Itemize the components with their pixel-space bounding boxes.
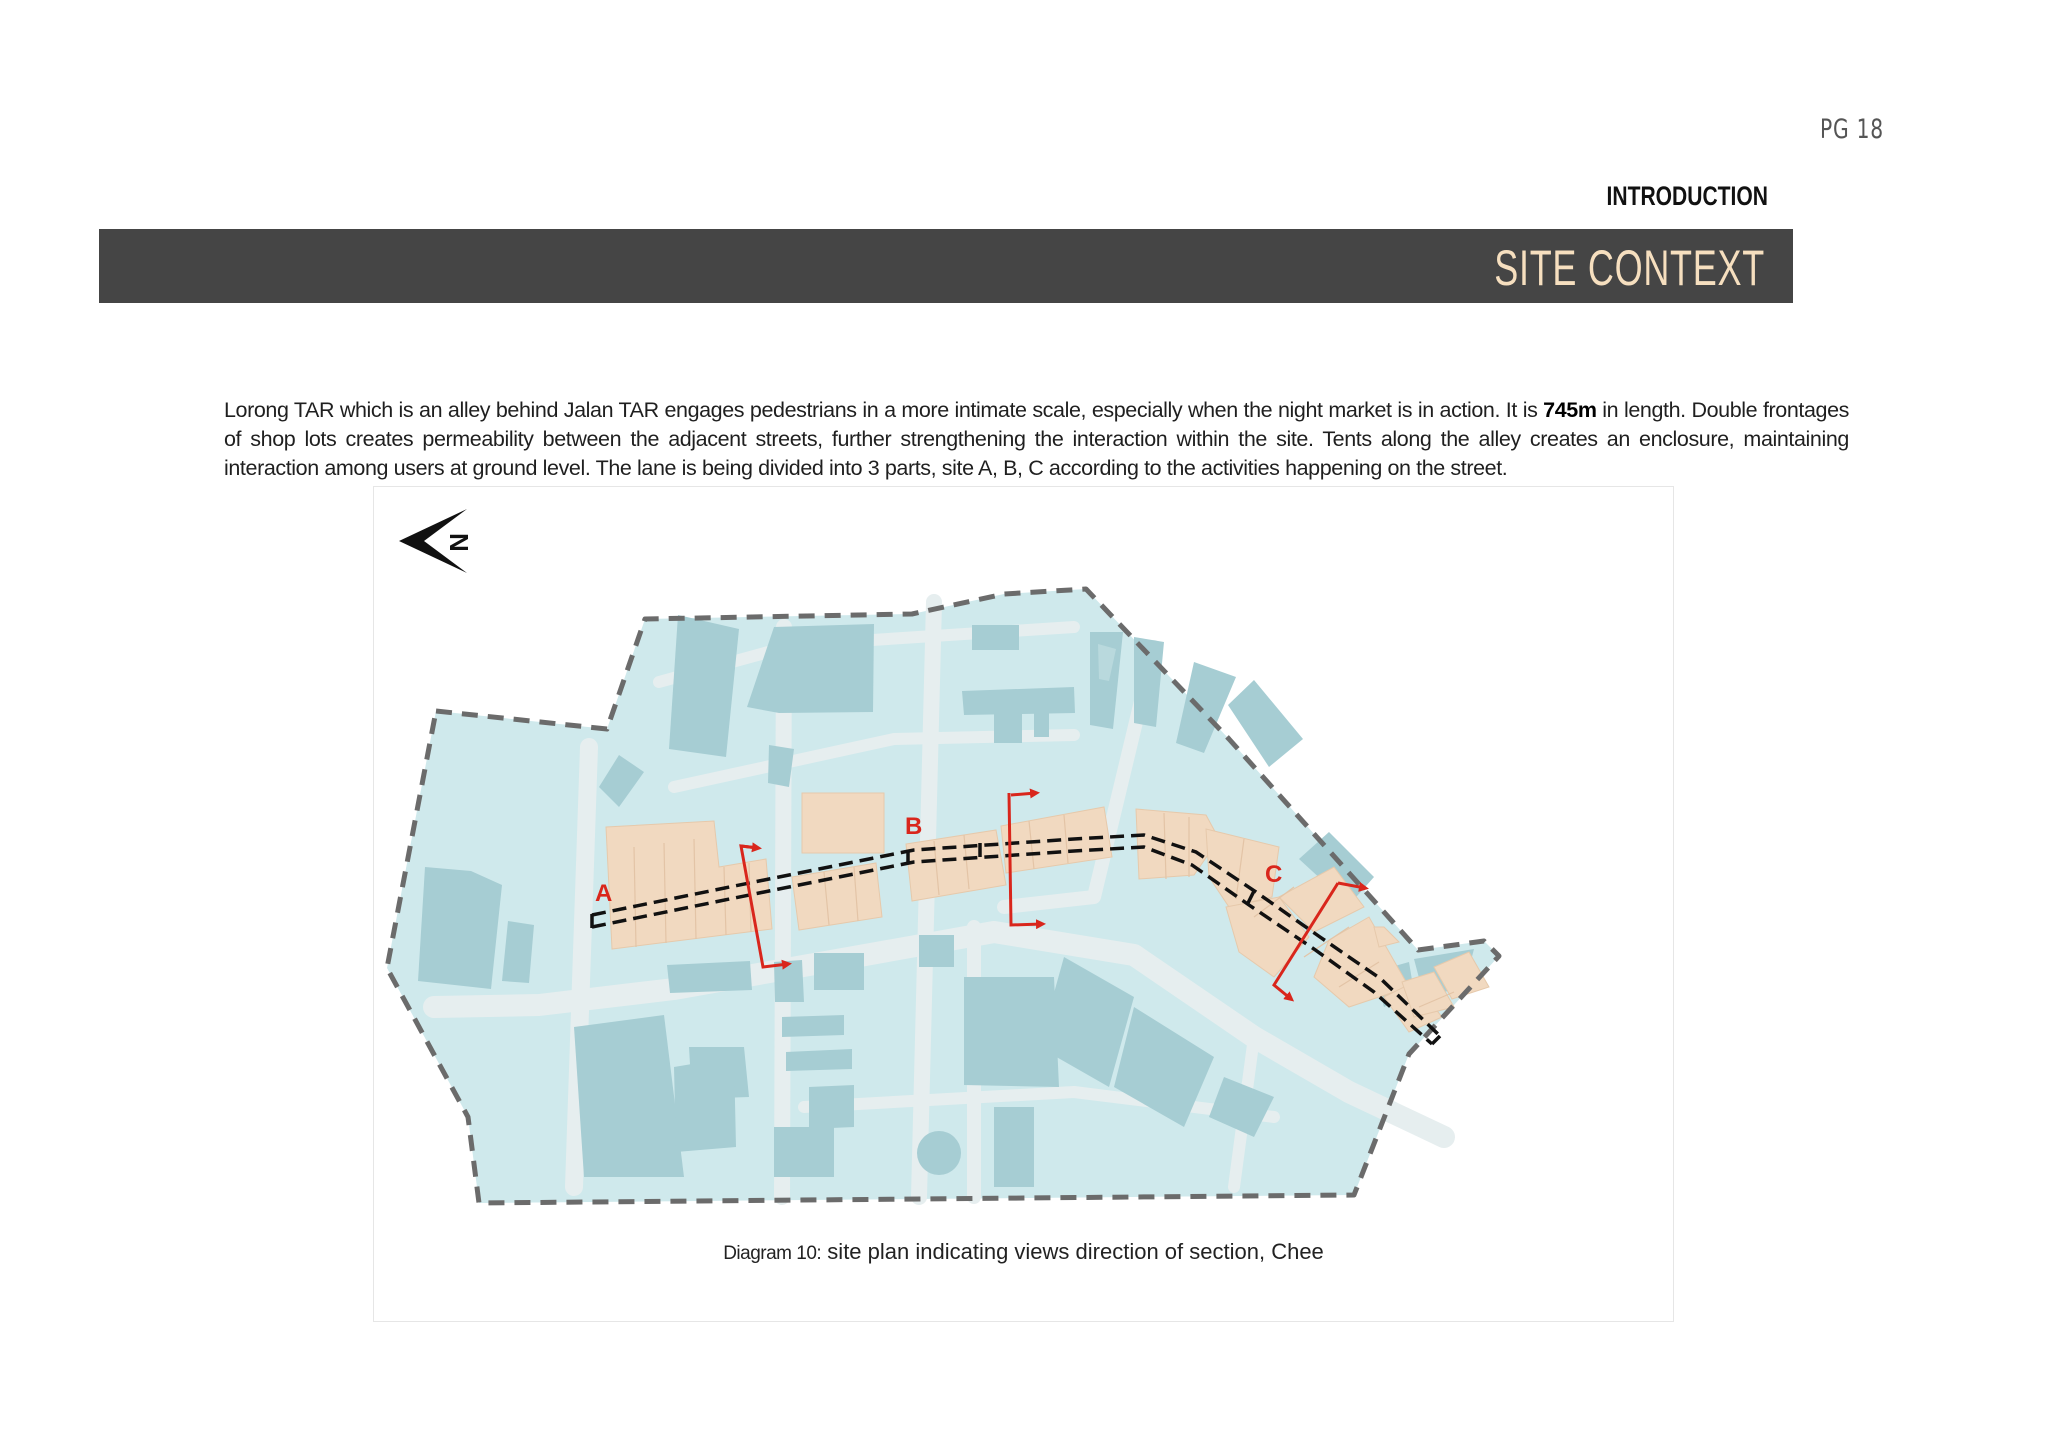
north-label: N [444, 533, 474, 552]
site-label-c: C [1265, 861, 1283, 888]
site-plan-diagram [374, 487, 1673, 1227]
length-value: 745m [1543, 398, 1597, 422]
body-text-part1: Lorong TAR which is an alley behind Jalan TAR engages pedestrians in a more intimate scale, especially when the night market is in action. It is [224, 398, 1544, 422]
page-title: SITE CONTEXT [1494, 240, 1765, 296]
caption-text: site plan indicating views direction of section, Chee [821, 1239, 1324, 1264]
figure-frame [373, 486, 1674, 1322]
site-label-b: B [905, 813, 923, 840]
title-bar [99, 229, 1793, 303]
section-label: INTRODUCTION [1606, 181, 1768, 211]
page-number: PG 18 [1820, 114, 1884, 145]
body-paragraph [224, 396, 1849, 483]
caption-label: Diagram 10: [723, 1243, 822, 1264]
body-text-part2: in length. Double frontages of shop lots creates permeability between the adjacent streets, further strengthening the interaction within the site. Tents along the alley creates an enclosure, maintaining interaction among users at ground level. The lane is being divided into 3 parts, site A, B, C according to the activities happening on the street. [224, 398, 1849, 480]
site-label-a: A [595, 880, 613, 907]
figure-caption [374, 1239, 1673, 1265]
